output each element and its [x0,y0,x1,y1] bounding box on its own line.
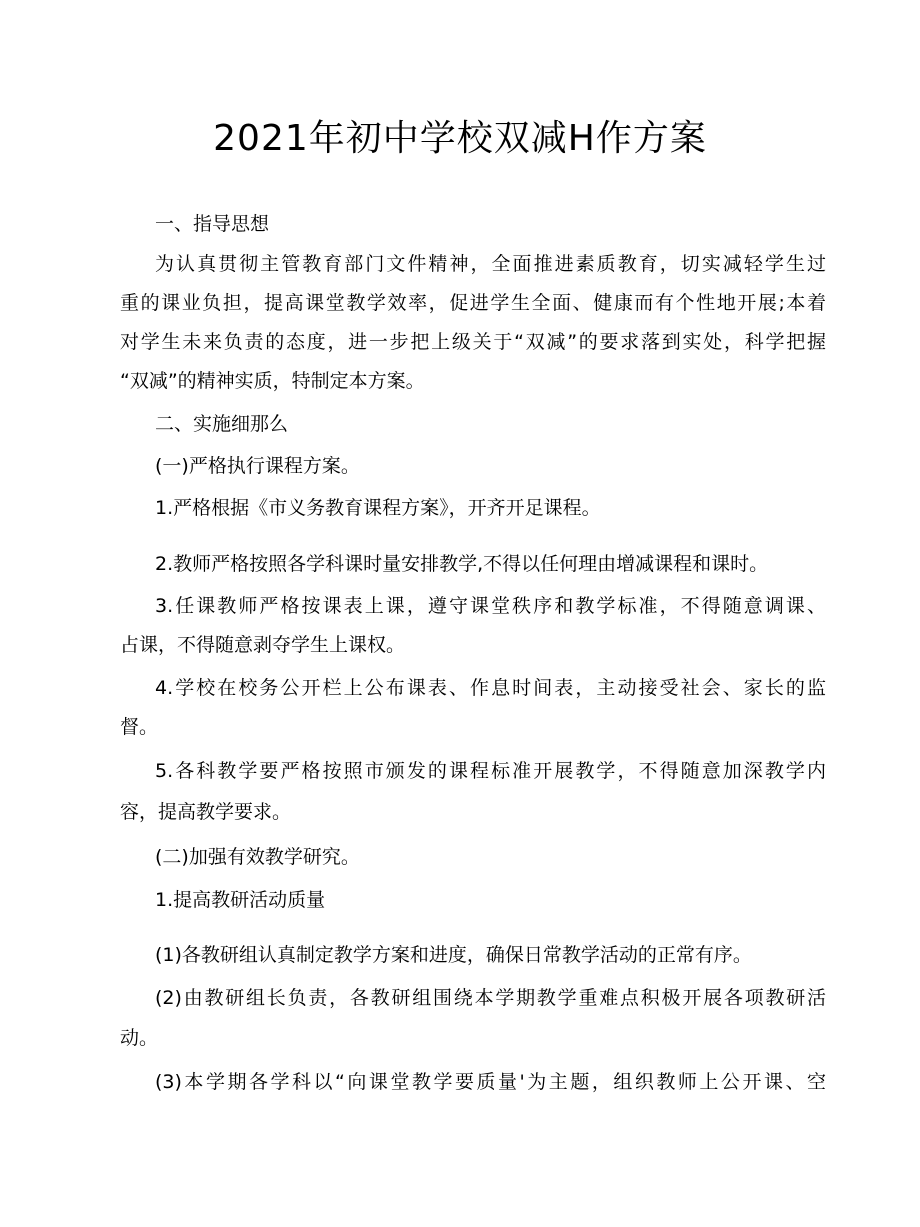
paragraph-line: 为认真贯彻主管教育部门文件精神，全面推进素质教育，切实减轻学生过 [155,253,826,275]
list-item: (1)各教研组认真制定教学方案和进度，确保日常教学活动的正常有序。 [155,944,752,966]
list-item-continuation: 占课，不得随意剥夺学生上课权。 [120,634,406,656]
list-item: 1.提高教研活动质量 [155,889,326,911]
list-item: 4.学校在校务公开栏上公布课表、作息时间表，主动接受社会、家长的监 [155,677,826,699]
paragraph-line: “双减”的精神实质，特制定本方案。 [120,370,425,392]
paragraph-line: 重的课业负担，提高课堂教学效率，促进学生全面、健康而有个性地开展;本着 [120,292,826,314]
list-item: 1.严格根据《市义务教育课程方案》，开齐开足课程。 [155,497,601,519]
subsection-heading: (二)加强有效教学研究。 [155,846,360,868]
list-item-continuation: 容，提高教学要求。 [120,801,292,823]
list-item-continuation: 督。 [120,716,159,738]
list-item: (3)本学期各学科以“向课堂教学要质量'为主题，组织教师上公开课、空 [155,1071,826,1093]
paragraph-line: 对学生未来负责的态度，进一步把上级关于“双减”的要求落到实处，科学把握 [120,331,826,353]
document-title: 2021年初中学校双减H作方案 [213,118,707,159]
section-heading-implementation: 二、实施细那么 [155,413,289,435]
list-item: 3.任课教师严格按课表上课，遵守课堂秩序和教学标准，不得随意调课、 [155,595,826,617]
subsection-heading: (一)严格执行课程方案。 [155,455,360,477]
list-item-continuation: 动。 [120,1027,159,1049]
section-heading-guiding-thought: 一、指导思想 [155,213,270,235]
list-item: (2)由教研组长负责，各教研组围绕本学期教学重难点积极开展各项教研活 [155,987,826,1009]
list-item: 5.各科教学要严格按照市颁发的课程标准开展教学，不得随意加深教学内 [155,760,826,782]
list-item: 2.教师严格按照各学科课时量安排教学,不得以任何理由增减课程和课时。 [155,553,769,575]
